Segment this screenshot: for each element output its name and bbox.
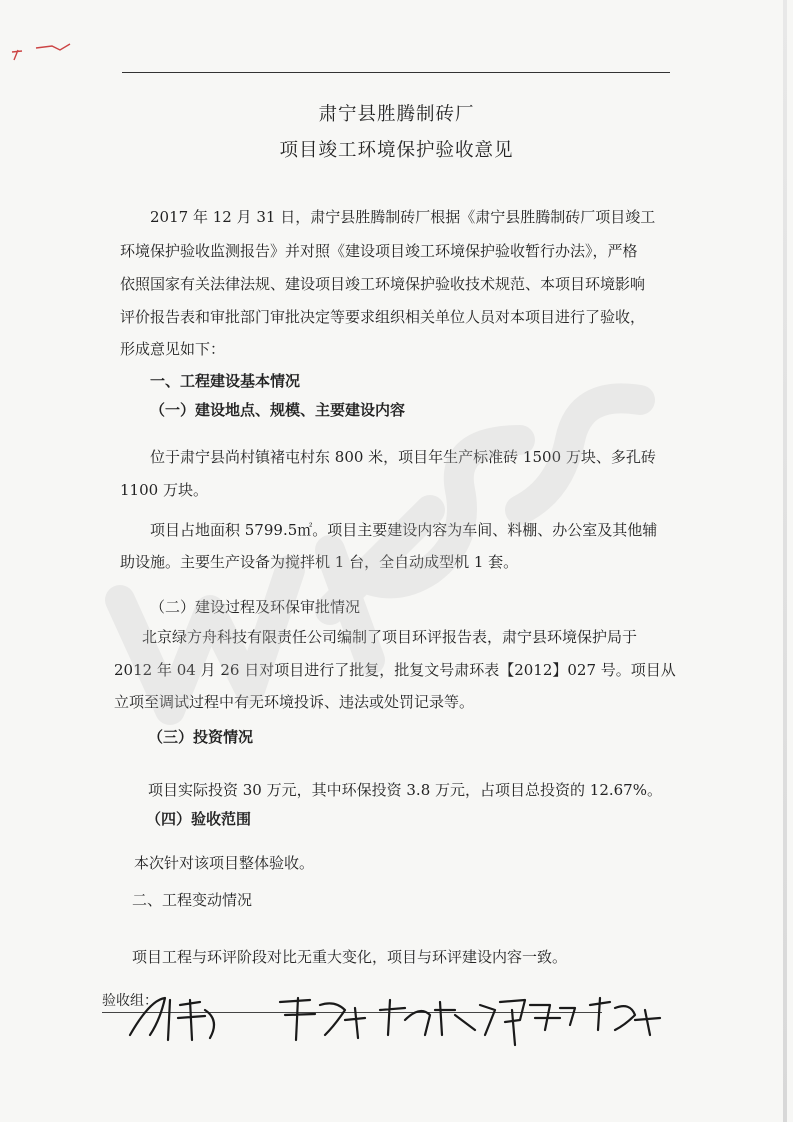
sub2-p-line-1: 北京绿方舟科技有限责任公司编制了项目环评报告表，肃宁县环境保护局于 (142, 628, 638, 646)
sub1-p1-line-1: 位于肃宁县尚村镇褚屯村东 800 米，项目年生产标准砖 1500 万块、多孔砖 (150, 448, 656, 466)
section1-heading: 一、工程建设基本情况 (150, 372, 301, 390)
sub1-p2-line-2: 助设施。主要生产设备为搅拌机 1 台，全自动成型机 1 套。 (120, 553, 519, 571)
section2-heading: 二、工程变动情况 (132, 891, 253, 909)
intro-line-1: 2017 年 12 月 31 日，肃宁县胜腾制砖厂根据《肃宁县胜腾制砖厂项目竣工 (150, 208, 656, 226)
document-subtitle: 项目竣工环境保护验收意见 (279, 140, 514, 161)
handwritten-signatures (120, 980, 680, 1050)
corner-scribble-mark (8, 38, 78, 68)
sub1-p1-line-2: 1100 万块。 (120, 481, 208, 499)
sub2-p-line-2: 2012 年 04 月 26 日对项目进行了批复，批复文号肃环表【2012】027 号。项目从 (114, 661, 676, 679)
sub3-paragraph: 项目实际投资 30 万元，其中环保投资 3.8 万元，占项目总投资的 12.67%。 (148, 781, 662, 799)
document-title: 肃宁县胜腾制砖厂 (318, 104, 475, 125)
sub4-heading: （四）验收范围 (146, 810, 252, 828)
sub3-heading: （三）投资情况 (148, 728, 254, 746)
sub2-heading: （二）建设过程及环保审批情况 (150, 598, 361, 616)
sub2-p-line-3: 立项至调试过程中有无环境投诉、违法或处罚记录等。 (114, 693, 475, 711)
sub1-p2-line-1: 项目占地面积 5799.5㎡。项目主要建设内容为车间、料棚、办公室及其他辅 (150, 521, 658, 539)
sub1-heading: （一）建设地点、规模、主要建设内容 (150, 401, 406, 419)
intro-line-5: 形成意见如下： (120, 340, 226, 358)
scan-edge-shadow (783, 0, 787, 1122)
intro-line-3: 依照国家有关法律法规、建设项目竣工环境保护验收技术规范、本项目环境影响 (120, 275, 646, 293)
intro-line-2: 环境保护验收监测报告》并对照《建设项目竣工环境保护验收暂行办法》，严格 (120, 242, 638, 260)
intro-line-4: 评价报告表和审批部门审批决定等要求组织相关单位人员对本项目进行了验收， (120, 308, 646, 326)
section2-paragraph: 项目工程与环评阶段对比无重大变化，项目与环评建设内容一致。 (132, 948, 568, 966)
header-rule (122, 72, 670, 73)
watermark-logo (100, 380, 660, 760)
signature-label: 验收组： (102, 993, 158, 1009)
sub4-paragraph: 本次针对该项目整体验收。 (134, 854, 315, 872)
